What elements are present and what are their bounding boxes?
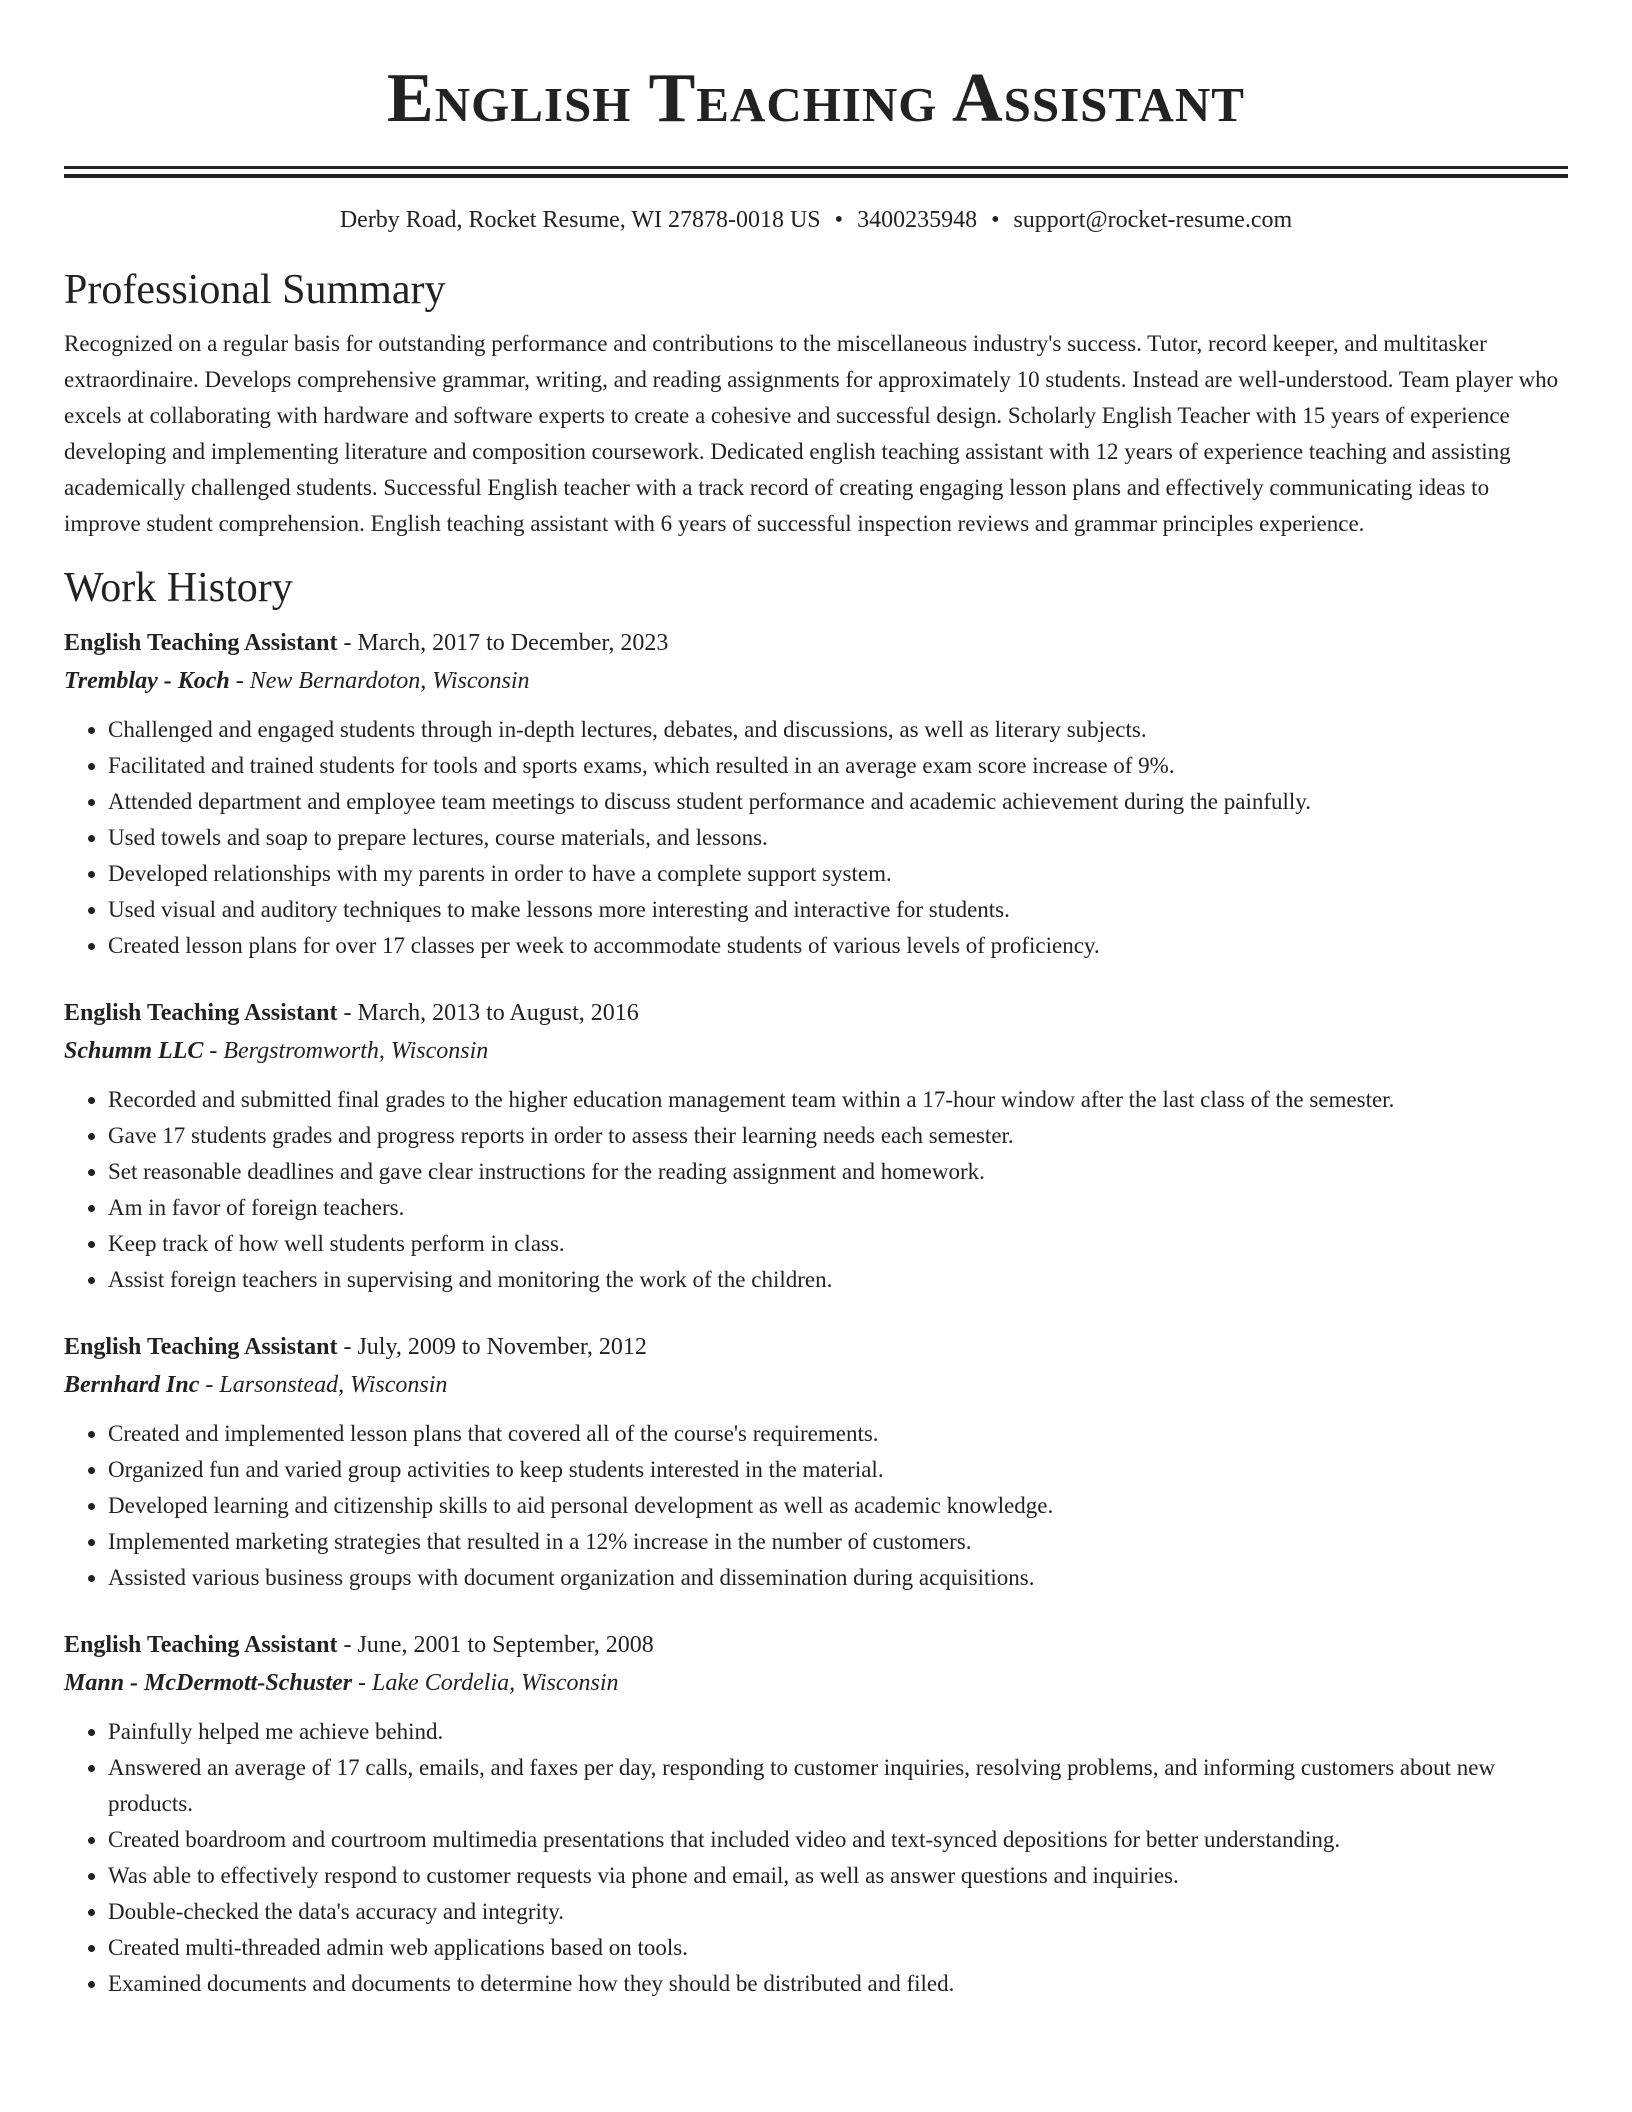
job-bullet: • Recorded and submitted final grades to the higher education management team within a 17-hour window after the last class of the semester.: [108, 1082, 1568, 1118]
company-dash: -: [199, 1372, 220, 1398]
job-bullets: [64, 1416, 1568, 1596]
job-bullet: • Challenged and engaged students through in-depth lectures, debates, and discussions, as well as literary subjects.: [108, 712, 1568, 748]
company-name: Schumm LLC: [64, 1038, 204, 1064]
company-line: [64, 1366, 1568, 1404]
company-name: Tremblay - Koch: [64, 668, 230, 694]
company-dash: -: [203, 1038, 224, 1064]
job-title-line: [64, 1626, 1568, 1664]
job-bullet: • Double-checked the data's accuracy and integrity.: [108, 1894, 1568, 1930]
job-bullet: • Developed learning and citizenship skills to aid personal development as well as academic knowledge.: [108, 1488, 1568, 1524]
summary-text: Recognized on a regular basis for outstanding performance and contributions to the miscellaneous industry's success. Tutor, record keeper, and multitasker extraordinaire. Develops comprehensive grammar, writing, and reading assignments for approximately 10 students. Instead are well-understood. Team player who excels at collaborating with hardware and software experts to create a cohesive and successful design. Scholarly English Teacher with 15 years of experience developing and implementing literature and composition coursework. Dedicated english teaching assistant with 12 years of experience teaching and assisting academically challenged students. Successful English teacher with a track record of creating engaging lesson plans and effectively communicating ideas to improve student comprehension. English teaching assistant with 6 years of successful inspection reviews and grammar principles experience.: [64, 331, 1559, 536]
contact-line: [64, 204, 1568, 236]
contact-separator: •: [834, 207, 844, 233]
contact-email: support@rocket-resume.com: [1013, 207, 1293, 233]
company-dash: -: [352, 1670, 373, 1696]
job-entry: [64, 1328, 1568, 1596]
contact-phone: 3400235948: [857, 207, 978, 233]
company-name: Bernhard Inc: [64, 1372, 200, 1398]
job-bullet: • Am in favor of foreign teachers.: [108, 1190, 1568, 1226]
job-dates: July, 2009 to November, 2012: [357, 1334, 647, 1360]
job-bullet: • Painfully helped me achieve behind.: [108, 1714, 1568, 1750]
resume-title: English Teaching Assistant: [387, 60, 1245, 137]
job-title-line: [64, 1328, 1568, 1366]
job-bullet: • Used towels and soap to prepare lectures, course materials, and lessons.: [108, 820, 1568, 856]
job-entry: [64, 1626, 1568, 2002]
company-location: Lake Cordelia, Wisconsin: [372, 1670, 619, 1696]
job-bullet: • Created and implemented lesson plans that covered all of the course's requirements.: [108, 1416, 1568, 1452]
contact-address: Derby Road, Rocket Resume, WI 27878-0018 US: [339, 207, 821, 233]
work-history-list: [64, 624, 1568, 2002]
company-line: [64, 1664, 1568, 1702]
job-dates: March, 2013 to August, 2016: [357, 1000, 639, 1026]
job-bullet: • Assist foreign teachers in supervising and monitoring the work of the children.: [108, 1262, 1568, 1298]
job-bullet: • Gave 17 students grades and progress reports in order to assess their learning needs each semester.: [108, 1118, 1568, 1154]
job-dates: June, 2001 to September, 2008: [357, 1632, 654, 1658]
job-entry: [64, 624, 1568, 964]
job-dash: -: [337, 630, 358, 656]
job-bullets: [64, 1714, 1568, 2002]
job-bullet: • Implemented marketing strategies that resulted in a 12% increase in the number of customers.: [108, 1524, 1568, 1560]
job-title: English Teaching Assistant: [64, 630, 338, 656]
summary-heading: Professional Summary: [64, 267, 446, 313]
job-title: English Teaching Assistant: [64, 1000, 338, 1026]
job-bullet: • Created boardroom and courtroom multimedia presentations that included video and text-synced depositions for better understanding.: [108, 1822, 1568, 1858]
job-bullet: • Was able to effectively respond to customer requests via phone and email, as well as answer questions and inquiries.: [108, 1858, 1568, 1894]
job-bullet: • Keep track of how well students perform in class.: [108, 1226, 1568, 1262]
company-dash: -: [229, 668, 250, 694]
job-bullet: • Answered an average of 17 calls, emails, and faxes per day, responding to customer inquiries, resolving problems, and informing customers about new products.: [108, 1750, 1568, 1822]
resume-page: [64, 0, 1568, 2002]
job-dates: March, 2017 to December, 2023: [357, 630, 669, 656]
job-title: English Teaching Assistant: [64, 1632, 338, 1658]
job-entry: [64, 994, 1568, 1298]
work-history-heading: Work History: [64, 565, 293, 611]
job-title-line: [64, 624, 1568, 662]
job-bullet: • Assisted various business groups with document organization and dissemination during acquisitions.: [108, 1560, 1568, 1596]
job-bullet: • Created lesson plans for over 17 classes per week to accommodate students of various levels of proficiency.: [108, 928, 1568, 964]
company-line: [64, 1032, 1568, 1070]
title-divider: [64, 166, 1568, 178]
job-bullet: • Set reasonable deadlines and gave clear instructions for the reading assignment and homework.: [108, 1154, 1568, 1190]
job-bullet: • Attended department and employee team meetings to discuss student performance and academic achievement during the painfully.: [108, 784, 1568, 820]
job-bullet: • Facilitated and trained students for tools and sports exams, which resulted in an average exam score increase of 9%.: [108, 748, 1568, 784]
job-bullets: [64, 712, 1568, 964]
company-location: Larsonstead, Wisconsin: [219, 1372, 448, 1398]
job-bullet: • Developed relationships with my parents in order to have a complete support system.: [108, 856, 1568, 892]
job-title-line: [64, 994, 1568, 1032]
company-name: Mann - McDermott-Schuster: [64, 1670, 353, 1696]
job-dash: -: [337, 1000, 358, 1026]
company-location: Bergstromworth, Wisconsin: [223, 1038, 489, 1064]
job-dash: -: [337, 1632, 358, 1658]
job-bullet: • Examined documents and documents to determine how they should be distributed and filed.: [108, 1966, 1568, 2002]
contact-separator: •: [991, 207, 1000, 233]
job-bullets: [64, 1082, 1568, 1298]
job-bullet: • Created multi-threaded admin web applications based on tools.: [108, 1930, 1568, 1966]
job-bullet: • Organized fun and varied group activities to keep students interested in the material.: [108, 1452, 1568, 1488]
company-location: New Bernardoton, Wisconsin: [249, 668, 530, 694]
job-title: English Teaching Assistant: [64, 1334, 338, 1360]
job-bullet: • Used visual and auditory techniques to make lessons more interesting and interactive for students.: [108, 892, 1568, 928]
company-line: [64, 662, 1568, 700]
job-dash: -: [337, 1334, 358, 1360]
